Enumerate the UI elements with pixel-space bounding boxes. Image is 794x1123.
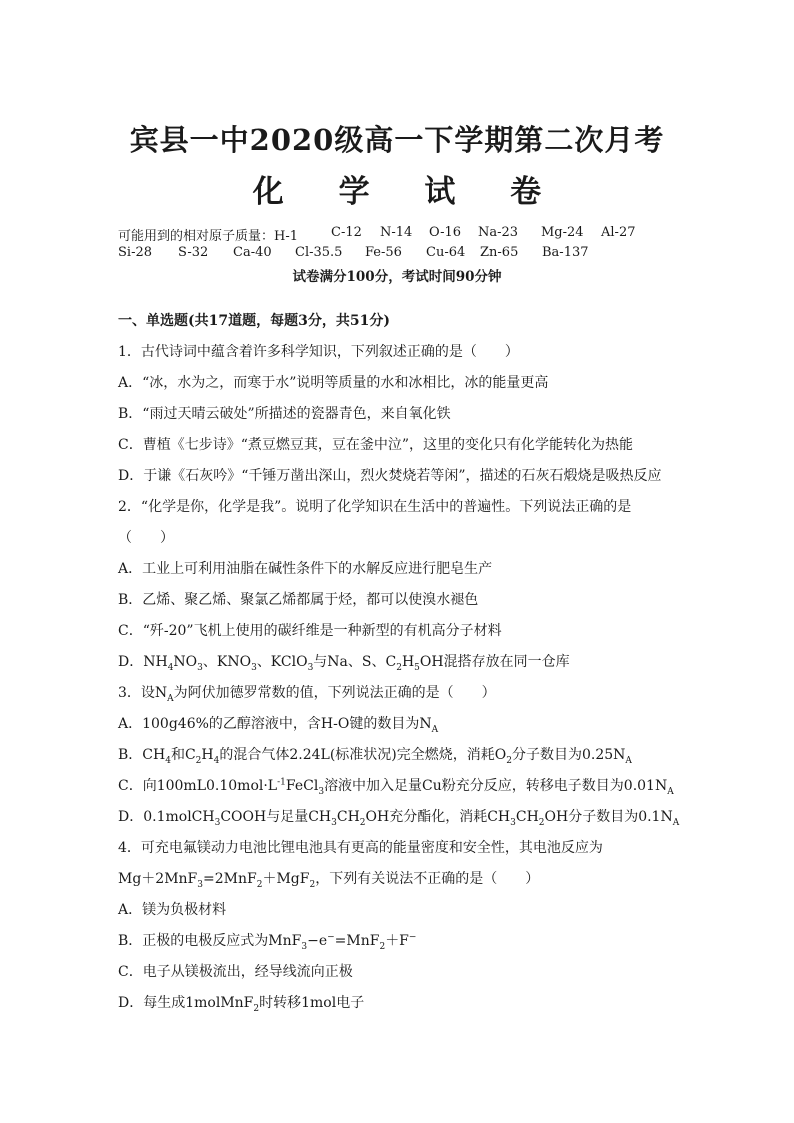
question-3-option-b: B．$CH_4$和$C_2H_4$的混合气体2.24L(标准状况)完全燃烧，消耗$O_2$分子数目为$0.25N_A$ xyxy=(118,747,632,766)
mass-item: Zn-65 xyxy=(480,245,519,260)
mass-item: C-12 xyxy=(331,225,362,240)
mass-item: Ba-137 xyxy=(542,245,589,260)
mass-item: Al-27 xyxy=(601,225,636,240)
mass-item: Ca-40 xyxy=(233,245,272,260)
question-4-option-c: C．电子从镁极流出，经导线流向正极 xyxy=(118,964,353,980)
question-2-option-d: D．$NH_4NO_3$、$KNO_3$、KClO$_3$与Na、S、$C_2H_5OH$混搭存放在同一仓库 xyxy=(118,654,570,673)
mass-item: Na-23 xyxy=(478,225,519,240)
question-2-stem: 2．“化学是你，化学是我”。说明了化学知识在生活中的普遍性。下列说法正确的是 xyxy=(118,499,632,515)
mass-item: Mg-24 xyxy=(541,225,584,240)
question-1-option-c: C．曹植《七步诗》“煮豆燃豆萁，豆在釜中泣”，这里的变化只有化学能转化为热能 xyxy=(118,437,634,453)
atomic-masses-label: 可能用到的相对原子质量：H-1 xyxy=(118,229,299,244)
mass-item: Cu-64 xyxy=(426,245,466,260)
mass-item: Si-28 xyxy=(118,245,152,260)
question-3-stem: 3．设$N_A$为阿伏加德罗常数的值，下列说法正确的是（ ） xyxy=(118,685,496,704)
section-heading: 一、单选题(共17道题，每题3分，共51分) xyxy=(118,313,390,329)
mass-item: N-14 xyxy=(380,225,413,240)
question-1-option-b: B．“雨过天晴云破处”所描述的瓷器青色，来自氧化铁 xyxy=(118,406,451,422)
mass-item: O-16 xyxy=(429,225,462,240)
question-3-option-d: D．0.1molCH$_3$COOH与足量$CH_3CH_2OH$充分酯化，消耗$CH_3CH_2OH$分子数目为$0.1N_A$ xyxy=(118,809,680,828)
question-2-option-b: B．乙烯、聚乙烯、聚氯乙烯都属于烃，都可以使溴水褪色 xyxy=(118,592,479,608)
question-2-option-a: A．工业上可利用油脂在碱性条件下的水解反应进行肥皂生产 xyxy=(118,561,493,577)
question-4-option-a: A．镁为负极材料 xyxy=(118,902,227,918)
question-4-stem: 4．可充电氟镁动力电池比锂电池具有更高的能量密度和安全性，其电池反应为 xyxy=(118,840,603,856)
exam-note: 试卷满分100分，考试时间90分钟 xyxy=(292,269,502,285)
question-2-option-c: C．“歼-20”飞机上使用的碳纤维是一种新型的有机高分子材料 xyxy=(118,623,502,639)
question-4-equation: Mg＋2MnF$_3$=2MnF$_2$＋MgF$_2$，下列有关说法不正确的是（ ） xyxy=(118,871,540,890)
question-1-stem: 1．古代诗词中蕴含着许多科学知识，下列叙述正确的是（ ） xyxy=(118,344,519,360)
mass-item: Fe-56 xyxy=(365,245,402,260)
question-3-option-a: A．100g46%的乙醇溶液中，含H-O键的数目为$N_A$ xyxy=(118,716,439,735)
subject-title: 化 学 试 卷 xyxy=(252,174,564,210)
exam-title: 宾县一中2020级高一下学期第二次月考 xyxy=(129,123,665,157)
question-1-option-d: D．于谦《石灰吟》“千锤万凿出深山，烈火焚烧若等闲”，描述的石灰石煅烧是吸热反应 xyxy=(118,468,662,484)
question-4-option-d: D．每生成1molMnF$_2$时转移1mol电子 xyxy=(118,995,365,1014)
question-1-option-a: A．“冰，水为之，而寒于水”说明等质量的水和冰相比，冰的能量更高 xyxy=(118,375,549,391)
mass-item: S-32 xyxy=(178,245,209,260)
question-4-option-b: B．正极的电极反应式为MnF$_3$−e−=MnF$_2$＋F− xyxy=(118,932,417,952)
mass-item: Cl-35.5 xyxy=(295,245,343,260)
question-2-paren: （ ） xyxy=(118,530,174,546)
question-3-option-c: C．向$100mL0.10mol\cdot L^{-1}FeCl_3$溶液中加入足量Cu粉充分反应，转移电子数目为$0.01N_A$ xyxy=(118,777,674,797)
